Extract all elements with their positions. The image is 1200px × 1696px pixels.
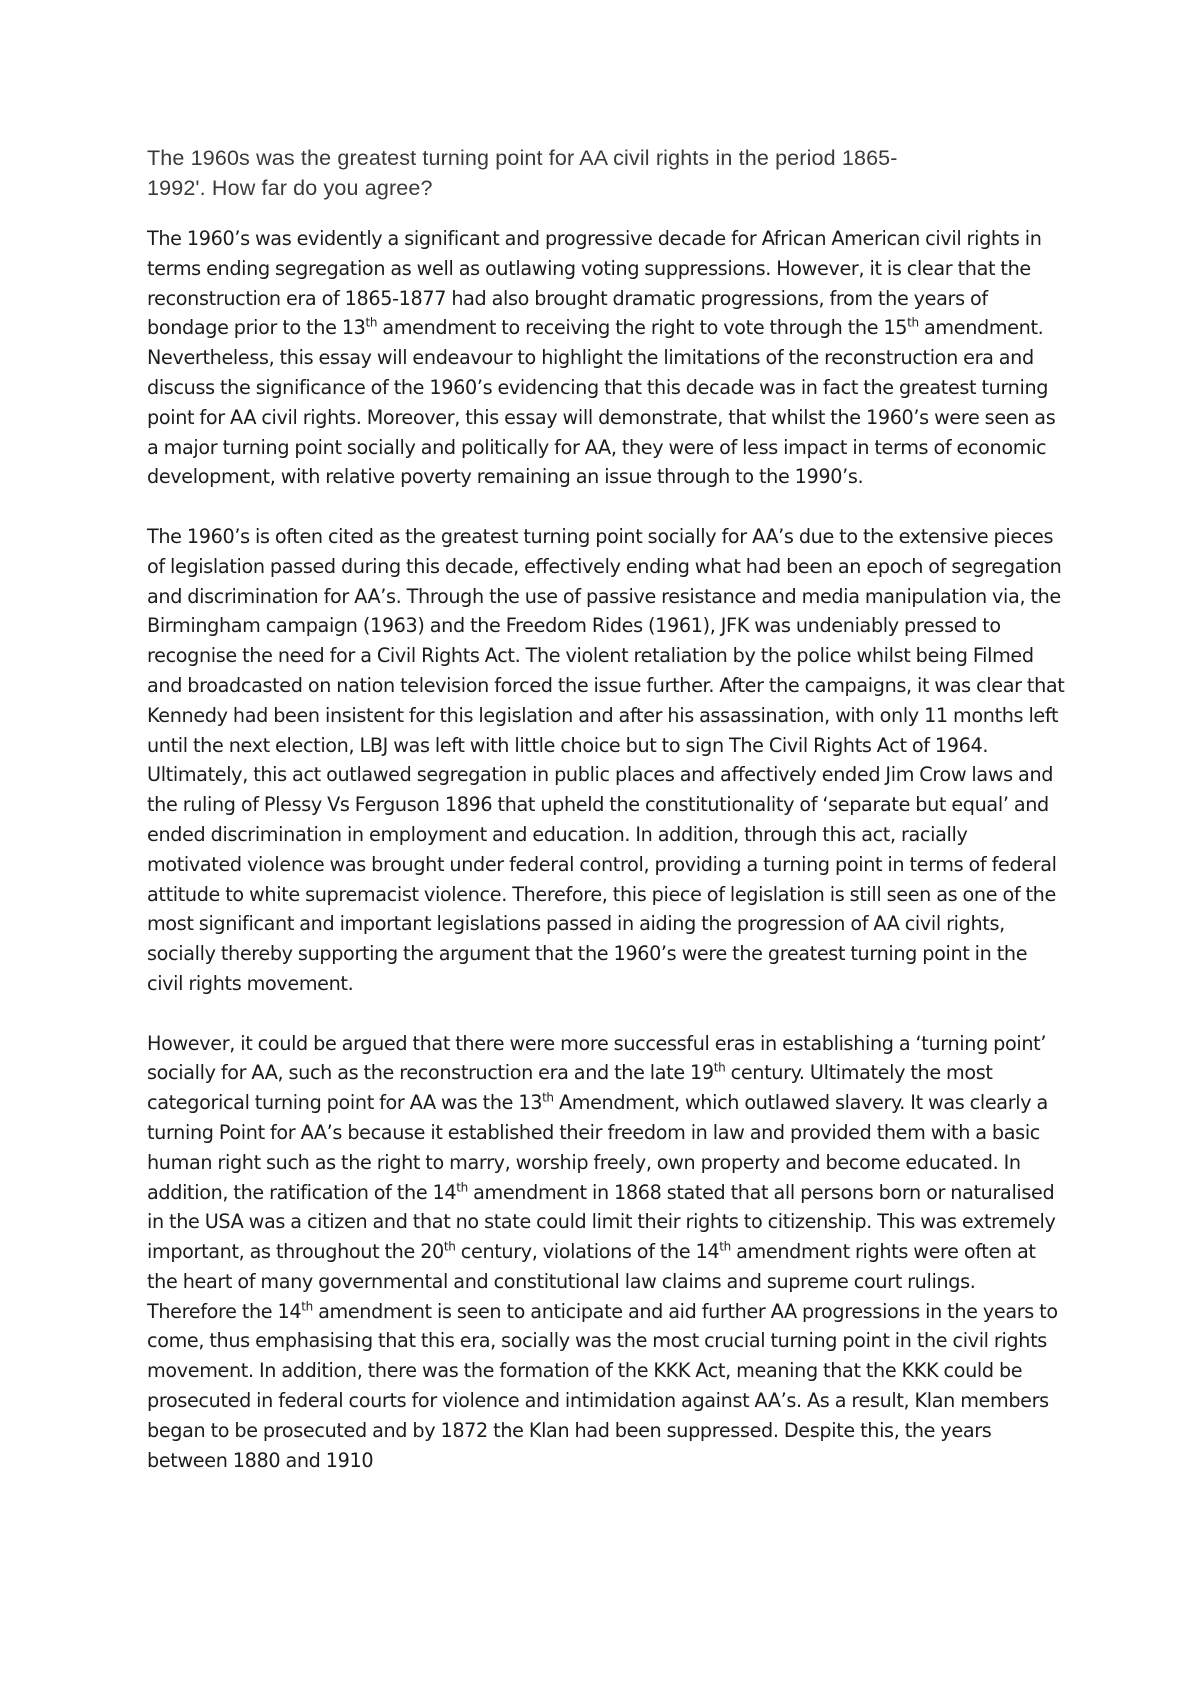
- paragraph-reconstruction: [147, 1029, 1067, 1476]
- paragraph-reconstruction-text: amendment in 1868 stated that all persons born or naturalised in the USA was a citizen and that no state could limit their rights to citizenship. This was extremely important, as throughout the 20: [147, 1180, 1056, 1264]
- paragraph-reconstruction-text: century. Ultimately the most categorical turning point for AA was the 13: [147, 1061, 993, 1115]
- document-body: [147, 143, 1067, 1505]
- paragraph-reconstruction-text: Amendment, which outlawed slavery. It was clearly a turning Point for AA’s because it established their freedom in law and provided them with a basic human right such as the right to marry, worship freely, own property and become educated. In addition, the ratification of the 14: [147, 1091, 1048, 1204]
- ordinal-superscript: th: [719, 1239, 731, 1254]
- paragraph-reconstruction-text: However, it could be argued that there were more successful eras in establishing a ‘turning point’ socially for AA, such as the reconstruction era and the late 19: [147, 1031, 1047, 1085]
- paragraph-intro-text: amendment. Nevertheless, this essay will endeavour to highlight the limitations of the reconstruction era and discuss the significance of the 1960’s evidencing that this decade was in fact the greatest turning point for AA civil rights. Moreover, this essay will demonstrate, that whilst the 1960’s were seen as a major turning point socially and politically for AA, they were of less impact in terms of economic development, with relative poverty remaining an issue through to the 1990’s.: [147, 316, 1056, 489]
- ordinal-superscript: th: [365, 316, 378, 330]
- essay-title: [147, 143, 1067, 203]
- paragraph-intro: [147, 224, 1067, 492]
- paragraph-reconstruction-text: amendment rights were often at the heart of many governmental and constitutional law claims and supreme court rulings. Therefore the 14: [147, 1240, 1036, 1323]
- ordinal-superscript: th: [443, 1239, 456, 1254]
- paragraph-reconstruction-text: century, violations of the 14: [455, 1240, 720, 1264]
- paragraph-reconstruction-text: amendment is seen to anticipate and aid further AA progressions in the years to come, thus emphasising that this era, socially was the most crucial turning point in the civil rights movement. In addition, there was the formation of the KKK Act, meaning that the KKK could be prosecuted in federal courts for violence and intimidation against AA’s. As a result, Klan members began to be prosecuted and by 1872 the Klan had been suppressed. Despite this, the years between 1880 and 1910: [147, 1299, 1058, 1472]
- essay-title-line-2: 1992'. How far do you agree?: [147, 176, 433, 200]
- essay-title-line-1: The 1960s was the greatest turning point for AA civil rights in the period 1865-: [147, 146, 898, 170]
- ordinal-superscript: th: [542, 1090, 554, 1105]
- ordinal-superscript: th: [907, 316, 919, 330]
- ordinal-superscript: th: [713, 1060, 726, 1075]
- ordinal-superscript: th: [301, 1299, 313, 1314]
- paragraph-1960s: The 1960’s is often cited as the greatest turning point socially for AA’s due to the extensive pieces of legislation passed during this decade, effectively ending what had been an epoch of segregation and discrimination for AA’s. Through the use of passive resistance and media manipulation via, the Birmingham campaign (1963) and the Freedom Rides (1961), JFK was undeniably pressed to recognise the need for a Civil Rights Act. The violent retaliation by the police whilst being Filmed and broadcasted on nation television forced the issue further. After the campaigns, it was clear that Kennedy had been insistent for this legislation and after his assassination, with only 11 months left until the next election, LBJ was left with little choice but to sign The Civil Rights Act of 1964. Ultimately, this act outlawed segregation in public places and affectively ended Jim Crow laws and the ruling of Plessy Vs Ferguson 1896 that upheld the constitutionality of ‘separate but equal’ and ended discrimination in employment and education. In addition, through this act, racially motivated violence was brought under federal control, providing a turning point in terms of federal attitude to white supremacist violence. Therefore, this piece of legislation is still seen as one of the most significant and important legislations passed in aiding the progression of AA civil rights, socially thereby supporting the argument that the 1960’s were the greatest turning point in the civil rights movement.: [147, 524, 1065, 995]
- paragraph-intro-text: amendment to receiving the right to vote through the 15: [377, 316, 908, 340]
- ordinal-superscript: th: [456, 1180, 468, 1195]
- paragraph-intro-text: The 1960’s was evidently a significant and progressive decade for African American civil rights in terms ending segregation as well as outlawing voting suppressions. However, it is clear that the reconstruction era of 1865-1877 had also brought dramatic progressions, from the years of bondage prior to the 13: [147, 227, 1042, 340]
